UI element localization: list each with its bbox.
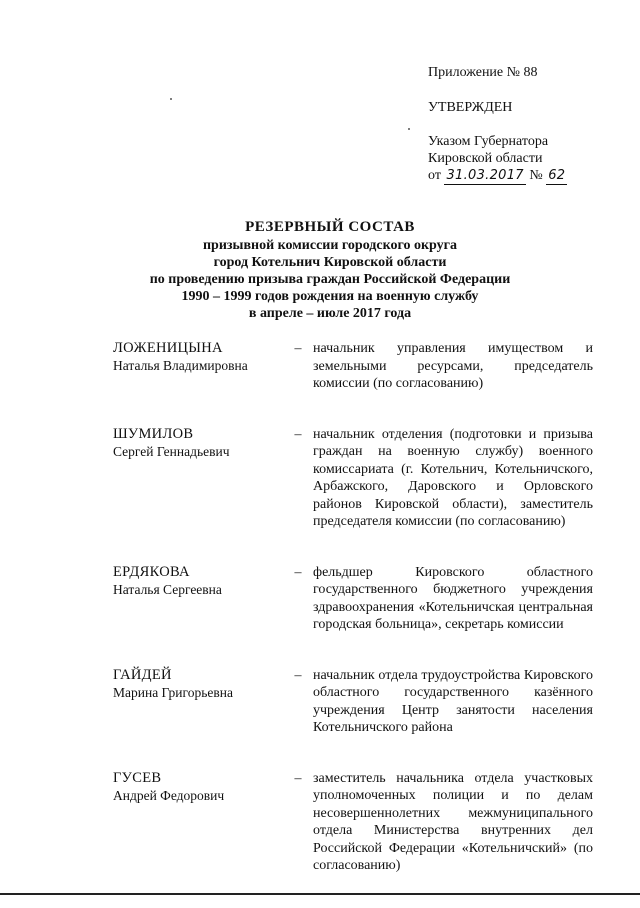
member-dash: – <box>294 426 302 442</box>
member-list <box>113 340 593 908</box>
title-line: по проведению призыва граждан Российской Федерации <box>149 272 511 287</box>
member-given-name: Андрей Федорович <box>113 787 225 803</box>
member-given-name: Сергей Геннадьевич <box>113 443 230 459</box>
member-dash: – <box>294 564 302 580</box>
member-role: фельдшер Кировского областного государственного бюджетного учреждения здравоохранения «Котельничская центральная городская больница», секретарь комиссии <box>313 564 593 632</box>
decree-date-line <box>428 167 628 185</box>
member-name <box>113 340 283 393</box>
member-role: начальник отделения (подготовки и призыва граждан на военную службу) военного комиссариата (г. Котельнич, Котельничского, Арбажского, Даровского и Орловского районов Кировской области), заместитель председателя комиссии (по согласованию) <box>313 426 593 529</box>
member-given-name: Марина Григорьевна <box>113 684 233 700</box>
member-dash: – <box>294 341 302 356</box>
member-surname: ЕРДЯКОВА <box>113 563 190 580</box>
member-surname: ЛОЖЕНИЦЫНА <box>113 340 223 356</box>
member-name <box>113 667 283 737</box>
member-role: начальник управления имуществом и земельными ресурсами, председатель комиссии (по согласованию) <box>313 341 593 391</box>
approval-stamp <box>428 64 628 185</box>
scan-speck <box>170 98 172 100</box>
member-role: заместитель начальника отдела участковых уполномоченных полиции и по делам несовершеннолетних межмуниципального отдела Министерства внутренних дел Российской Федерации «Котельничский» (по согласованию) <box>313 770 593 873</box>
member-entry <box>113 564 593 634</box>
from-label: от <box>428 168 441 183</box>
member-name <box>113 426 283 531</box>
document-title <box>100 217 560 322</box>
member-dash: – <box>294 667 302 683</box>
member-surname: ГУСЕВ <box>113 769 162 786</box>
member-role: начальник отдела трудоустройства Кировского областного государственного казённого учреждения Центр занятости населения Котельничского района <box>313 667 593 735</box>
member-name <box>113 564 283 634</box>
member-surname: ШУМИЛОВ <box>113 425 194 442</box>
title-line: город Котельнич Кировской области <box>213 255 447 270</box>
number-label: № <box>529 168 543 183</box>
title-line: призывной комиссии городского округа <box>202 238 458 253</box>
member-entry <box>113 770 593 875</box>
member-entry <box>113 340 593 393</box>
decree-number: 62 <box>548 168 566 183</box>
title-main: РЕЗЕРВНЫЙ СОСТАВ <box>245 219 415 235</box>
decree-line-1: Указом Губернатора <box>428 134 549 149</box>
member-given-name: Наталья Владимировна <box>113 358 248 373</box>
member-entry <box>113 426 593 531</box>
scan-speck <box>408 128 410 130</box>
title-line: в апреле – июле 2017 года <box>248 306 412 321</box>
member-surname: ГАЙДЕЙ <box>113 666 172 683</box>
appendix-number: Приложение № 88 <box>428 65 538 80</box>
member-name <box>113 770 283 875</box>
member-dash: – <box>294 770 302 786</box>
title-line: 1990 – 1999 годов рождения на военную службу <box>181 289 479 304</box>
member-entry <box>113 667 593 737</box>
decree-line-2: Кировской области <box>428 151 543 166</box>
page-bottom-rule <box>0 893 640 895</box>
decree-date: 31.03.2017 <box>446 168 524 183</box>
member-given-name: Наталья Сергеевна <box>113 581 222 597</box>
approved-label: УТВЕРЖДЕН <box>428 100 513 115</box>
